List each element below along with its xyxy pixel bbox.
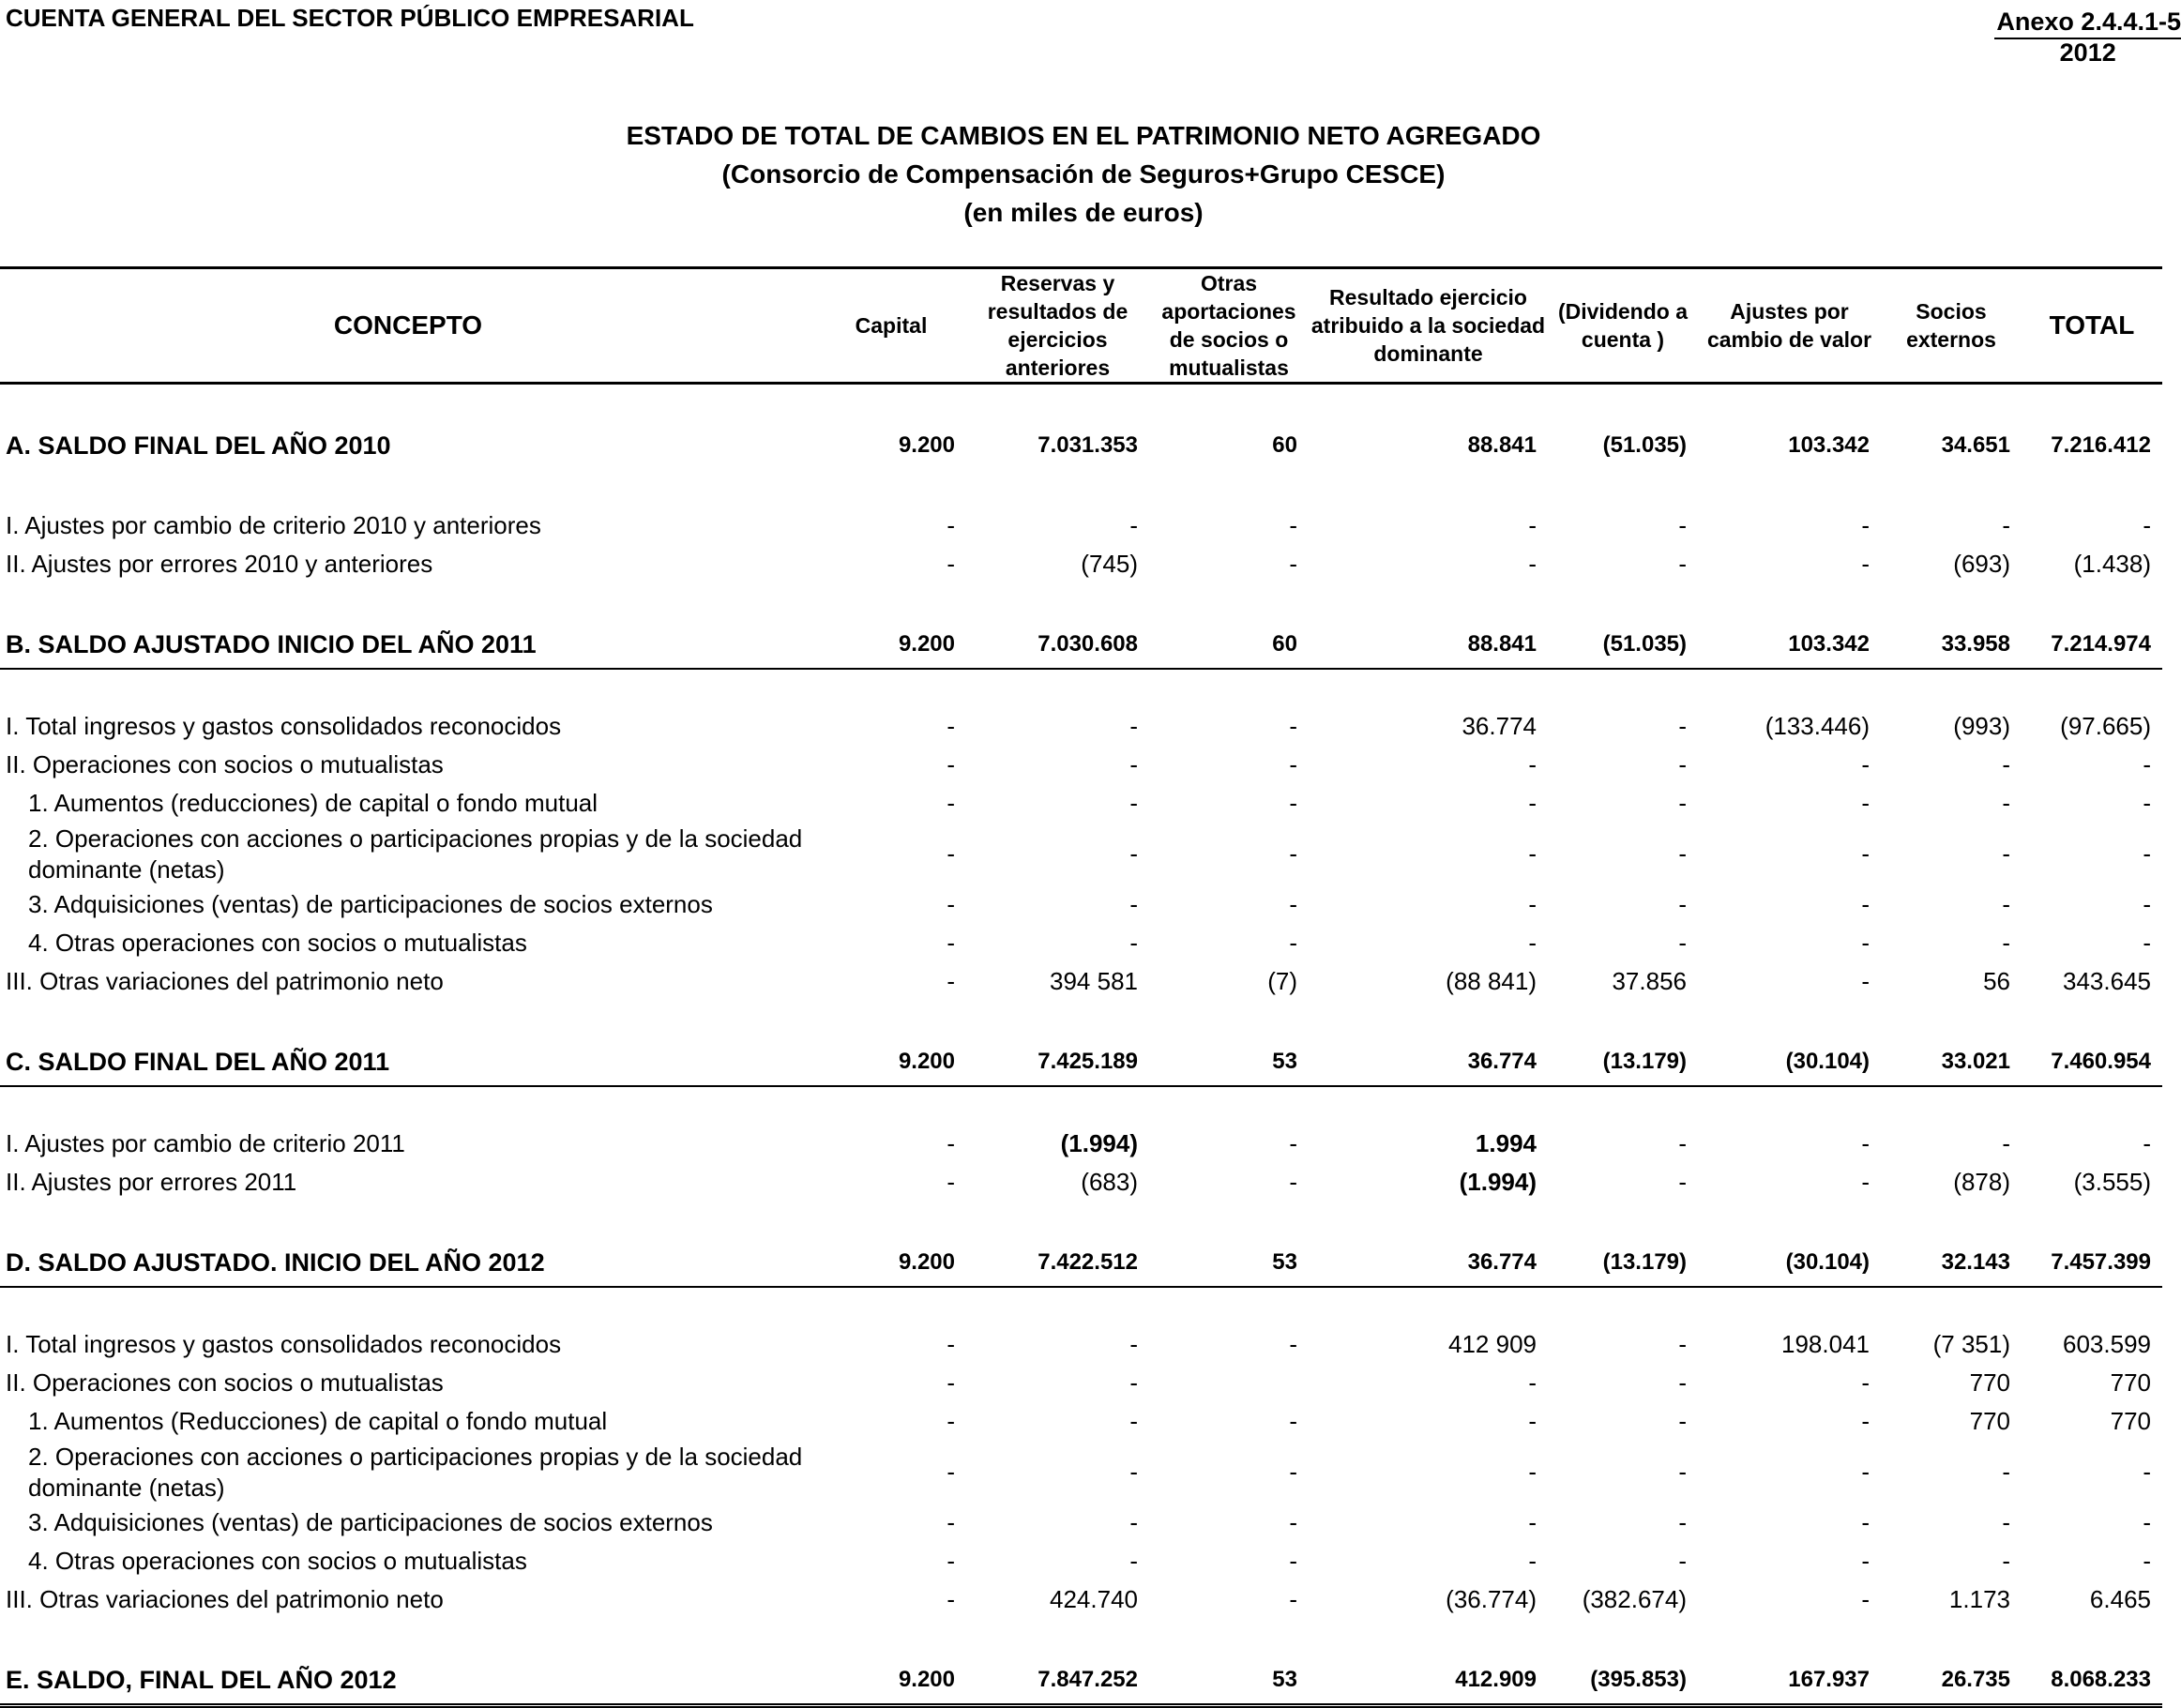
section-total-row	[0, 1038, 2162, 1086]
equity-changes-table	[0, 266, 2162, 1708]
cell-reservas: 394 581	[1050, 967, 1138, 995]
cell-otras-aportaciones: -	[1289, 789, 1297, 817]
table-row	[0, 1325, 2162, 1364]
col-header-concepto: CONCEPTO	[0, 268, 816, 384]
cell-otras-aportaciones: 60	[1272, 432, 1297, 458]
table-header-row	[0, 268, 2162, 384]
cell-resultado: -	[1528, 789, 1537, 817]
cell-socios: -	[2002, 890, 2010, 918]
cell-reservas: -	[1129, 1508, 1138, 1536]
cell-dividendo: (13.179)	[1548, 1239, 1698, 1287]
row-label: I. Total ingresos y gastos consolidados reconocidos	[6, 712, 562, 740]
cell-resultado: 412.909	[1309, 1656, 1548, 1706]
spacer-row	[0, 1287, 2162, 1325]
cell-socios: -	[2002, 1508, 2010, 1536]
cell-ajustes: (133.446)	[1764, 712, 1870, 740]
cell-otras-aportaciones: -	[1289, 1168, 1297, 1196]
cell-total: -	[2143, 929, 2151, 957]
row-label: II. Ajustes por errores 2011	[6, 1168, 297, 1196]
cell-otras-aportaciones: -	[1289, 839, 1297, 868]
cell-otras-aportaciones: -	[1289, 511, 1297, 539]
cell-dividendo: -	[1678, 1547, 1687, 1575]
cell-reservas: -	[1129, 712, 1138, 740]
cell-ajustes: -	[1861, 750, 1870, 778]
cell-total: -	[2143, 1458, 2151, 1486]
cell-otras-aportaciones: 53	[1149, 1239, 1309, 1287]
col-header-total: TOTAL	[2022, 268, 2162, 384]
table-row	[0, 1163, 2162, 1202]
table-row	[0, 545, 2162, 583]
cell-reservas: -	[1129, 1407, 1138, 1435]
cell-otras-aportaciones: -	[1289, 1458, 1297, 1486]
cell-otras-aportaciones: -	[1289, 1508, 1297, 1536]
cell-socios: 770	[1969, 1407, 2010, 1435]
cell-total: (97.665)	[2060, 712, 2151, 740]
row-label: II. Ajustes por errores 2010 y anteriores	[6, 550, 433, 578]
cell-otras-aportaciones: -	[1289, 1585, 1297, 1613]
cell-capital: -	[947, 1368, 955, 1397]
row-label: I. Total ingresos y gastos consolidados reconocidos	[6, 1330, 562, 1358]
col-header-otras-aportaciones: Otras aportaciones de socios o mutualistas	[1149, 268, 1309, 384]
cell-resultado: -	[1528, 929, 1537, 957]
col-header-capital: Capital	[816, 268, 966, 384]
row-label: 1. Aumentos (reducciones) de capital o fondo mutual	[28, 789, 598, 817]
cell-capital: -	[947, 890, 955, 918]
cell-ajustes: -	[1861, 929, 1870, 957]
cell-dividendo: -	[1678, 1168, 1687, 1196]
cell-capital: -	[947, 712, 955, 740]
cell-reservas: -	[1129, 890, 1138, 918]
cell-ajustes: 198.041	[1781, 1330, 1870, 1358]
cell-capital: -	[947, 1508, 955, 1536]
cell-otras-aportaciones: -	[1289, 1547, 1297, 1575]
spacer-cell	[0, 583, 2162, 621]
cell-reservas: 7.847.252	[966, 1656, 1149, 1706]
cell-otras-aportaciones: -	[1289, 550, 1297, 578]
cell-otras-aportaciones: -	[1289, 712, 1297, 740]
cell-capital: -	[947, 1458, 955, 1486]
cell-capital: -	[947, 511, 955, 539]
cell-socios: -	[2002, 929, 2010, 957]
cell-ajustes: 103.342	[1698, 621, 1881, 669]
cell-capital: -	[947, 1129, 955, 1157]
cell-ajustes: -	[1861, 1168, 1870, 1196]
cell-total: -	[2143, 789, 2151, 817]
cell-total: 770	[2110, 1368, 2151, 1397]
cell-socios: -	[2002, 789, 2010, 817]
col-header-ajustes: Ajustes por cambio de valor	[1698, 268, 1881, 384]
cell-socios: -	[2002, 1547, 2010, 1575]
cell-socios: (993)	[1953, 712, 2010, 740]
cell-dividendo: -	[1678, 1508, 1687, 1536]
cell-socios: 33.021	[1881, 1038, 2022, 1086]
cell-total: (3.555)	[2073, 1168, 2151, 1196]
row-label: A. SALDO FINAL DEL AÑO 2010	[6, 431, 391, 460]
annex-year: 2012	[2059, 38, 2116, 67]
cell-total: 7.214.974	[2022, 621, 2162, 669]
cell-ajustes: -	[1861, 1585, 1870, 1613]
cell-capital: 9.200	[816, 1038, 966, 1086]
table-row	[0, 506, 2162, 545]
col-header-socios: Socios externos	[1881, 268, 2022, 384]
cell-total: 343.645	[2063, 967, 2151, 995]
cell-resultado: 36.774	[1309, 1239, 1548, 1287]
cell-reservas: -	[1129, 1368, 1138, 1397]
cell-total: 770	[2110, 1407, 2151, 1435]
cell-total: -	[2143, 511, 2151, 539]
cell-ajustes: 167.937	[1698, 1656, 1881, 1706]
cell-resultado: -	[1528, 750, 1537, 778]
spacer-cell	[0, 1619, 2162, 1656]
statement-title: ESTADO DE TOTAL DE CAMBIOS EN EL PATRIMONIO NETO AGREGADO	[626, 121, 1541, 150]
row-label: 3. Adquisiciones (ventas) de participaciones de socios externos	[28, 1508, 713, 1536]
cell-dividendo: -	[1678, 511, 1687, 539]
cell-reservas: 7.030.608	[966, 621, 1149, 669]
cell-dividendo: (382.674)	[1582, 1585, 1687, 1613]
spacer-row	[0, 1086, 2162, 1125]
cell-socios: -	[2002, 839, 2010, 868]
row-label: E. SALDO, FINAL DEL AÑO 2012	[0, 1656, 816, 1706]
cell-resultado: 88.841	[1309, 621, 1548, 669]
cell-otras-aportaciones	[1149, 1364, 1309, 1402]
cell-dividendo: (51.035)	[1602, 432, 1687, 458]
spacer-row	[0, 384, 2162, 423]
table-row	[0, 1402, 2162, 1441]
cell-dividendo: -	[1678, 550, 1687, 578]
row-label: 2. Operaciones con acciones o participaciones propias y de la sociedad dominante (netas)	[28, 824, 803, 884]
cell-resultado: 412 909	[1448, 1330, 1537, 1358]
cell-reservas: -	[1129, 789, 1138, 817]
cell-capital: 9.200	[816, 621, 966, 669]
cell-reservas: -	[1129, 511, 1138, 539]
row-label: III. Otras variaciones del patrimonio neto	[6, 1585, 444, 1613]
cell-capital: -	[947, 929, 955, 957]
cell-reservas: (1.994)	[1060, 1129, 1138, 1157]
statement-titles	[0, 116, 2167, 232]
spacer-cell	[0, 1202, 2162, 1239]
cell-reservas: (745)	[1081, 550, 1138, 578]
cell-total: 7.457.399	[2022, 1239, 2162, 1287]
spacer-row	[0, 1619, 2162, 1656]
cell-capital: -	[947, 789, 955, 817]
statement-units: (en miles de euros)	[963, 198, 1204, 227]
row-label: D. SALDO AJUSTADO. INICIO DEL AÑO 2012	[0, 1239, 816, 1287]
cell-capital: -	[947, 1585, 955, 1613]
cell-total: 603.599	[2063, 1330, 2151, 1358]
spacer-cell	[0, 1287, 2162, 1325]
cell-resultado: -	[1528, 839, 1537, 868]
cell-total: -	[2143, 1547, 2151, 1575]
cell-capital: -	[947, 1330, 955, 1358]
spacer-cell	[0, 1086, 2162, 1125]
cell-socios: (7 351)	[1932, 1330, 2010, 1358]
spacer-row	[0, 1001, 2162, 1038]
cell-resultado: -	[1528, 1407, 1537, 1435]
cell-capital: -	[947, 1168, 955, 1196]
cell-resultado: -	[1528, 1458, 1537, 1486]
cell-resultado: (88 841)	[1446, 967, 1537, 995]
cell-reservas: (683)	[1081, 1168, 1138, 1196]
cell-capital: -	[947, 550, 955, 578]
cell-otras-aportaciones: 60	[1149, 621, 1309, 669]
table-row	[0, 962, 2162, 1001]
row-label: 4. Otras operaciones con socios o mutualistas	[28, 929, 527, 957]
cell-dividendo: -	[1678, 712, 1687, 740]
spacer-row	[0, 583, 2162, 621]
section-total-row	[0, 422, 2162, 469]
cell-socios: 1.173	[1948, 1585, 2010, 1613]
cell-capital: -	[947, 1547, 955, 1575]
table-row	[0, 1441, 2162, 1504]
cell-socios: (693)	[1953, 550, 2010, 578]
cell-total: -	[2143, 1508, 2151, 1536]
cell-capital: -	[947, 1407, 955, 1435]
annex-number: Anexo 2.4.4.1-5	[1994, 8, 2181, 39]
cell-resultado: -	[1528, 1508, 1537, 1536]
cell-resultado: -	[1528, 1368, 1537, 1397]
row-label: 3. Adquisiciones (ventas) de participaciones de socios externos	[28, 890, 713, 918]
table-row	[0, 707, 2162, 746]
row-label: C. SALDO FINAL DEL AÑO 2011	[0, 1038, 816, 1086]
cell-resultado: -	[1528, 1547, 1537, 1575]
row-label: III. Otras variaciones del patrimonio neto	[6, 967, 444, 995]
table-row	[0, 823, 2162, 885]
cell-socios: 33.958	[1881, 621, 2022, 669]
cell-resultado: (1.994)	[1459, 1168, 1537, 1196]
cell-total: 8.068.233	[2022, 1656, 2162, 1706]
cell-ajustes: -	[1861, 1547, 1870, 1575]
row-label: I. Ajustes por cambio de criterio 2010 y anteriores	[6, 511, 541, 539]
cell-resultado: -	[1528, 890, 1537, 918]
table-row	[0, 1364, 2162, 1402]
cell-total: -	[2143, 890, 2151, 918]
cell-dividendo: -	[1678, 839, 1687, 868]
cell-ajustes: -	[1861, 1129, 1870, 1157]
cell-reservas: 7.422.512	[966, 1239, 1149, 1287]
cell-dividendo: -	[1678, 789, 1687, 817]
cell-reservas: -	[1129, 929, 1138, 957]
cell-otras-aportaciones: -	[1289, 1330, 1297, 1358]
cell-dividendo: -	[1678, 1368, 1687, 1397]
row-label: I. Ajustes por cambio de criterio 2011	[6, 1129, 405, 1157]
cell-capital: 9.200	[898, 432, 955, 458]
table-row	[0, 924, 2162, 962]
cell-ajustes: -	[1861, 1508, 1870, 1536]
cell-ajustes: (30.104)	[1698, 1038, 1881, 1086]
cell-dividendo: (51.035)	[1548, 621, 1698, 669]
cell-dividendo: -	[1678, 1129, 1687, 1157]
table-row	[0, 784, 2162, 823]
cell-resultado: 36.774	[1462, 712, 1537, 740]
cell-total: -	[2143, 750, 2151, 778]
spacer-row	[0, 669, 2162, 707]
cell-socios: 26.735	[1881, 1656, 2022, 1706]
cell-capital: 9.200	[816, 1239, 966, 1287]
cell-socios: -	[2002, 1129, 2010, 1157]
cell-dividendo: -	[1678, 750, 1687, 778]
cell-dividendo: -	[1678, 1407, 1687, 1435]
cell-dividendo: 37.856	[1612, 967, 1687, 995]
cell-total: 6.465	[2089, 1585, 2151, 1613]
spacer-row	[0, 469, 2162, 506]
table-row	[0, 1542, 2162, 1580]
table-body	[0, 384, 2162, 1706]
cell-otras-aportaciones: 53	[1149, 1656, 1309, 1706]
row-label: 4. Otras operaciones con socios o mutualistas	[28, 1547, 527, 1575]
cell-resultado: (36.774)	[1446, 1585, 1537, 1613]
cell-socios: 770	[1969, 1368, 2010, 1397]
cell-socios: (878)	[1953, 1168, 2010, 1196]
annex-block	[1994, 8, 2181, 68]
cell-socios: 32.143	[1881, 1239, 2022, 1287]
spacer-cell	[0, 1001, 2162, 1038]
cell-otras-aportaciones: -	[1289, 750, 1297, 778]
table-row	[0, 1504, 2162, 1542]
cell-reservas: -	[1129, 1458, 1138, 1486]
cell-dividendo: -	[1678, 890, 1687, 918]
cell-reservas: 7.031.353	[1037, 432, 1138, 458]
cell-capital: -	[947, 839, 955, 868]
cell-resultado: -	[1528, 511, 1537, 539]
cell-socios: -	[2002, 511, 2010, 539]
cell-ajustes: -	[1861, 967, 1870, 995]
table-row	[0, 1125, 2162, 1163]
cell-otras-aportaciones: -	[1289, 890, 1297, 918]
row-label: II. Operaciones con socios o mutualistas	[6, 750, 444, 778]
table-row	[0, 746, 2162, 784]
cell-reservas: 424.740	[1050, 1585, 1138, 1613]
row-label: 2. Operaciones con acciones o participaciones propias y de la sociedad dominante (netas)	[28, 1442, 803, 1502]
cell-socios: 34.651	[1941, 432, 2010, 458]
row-label: B. SALDO AJUSTADO INICIO DEL AÑO 2011	[0, 621, 816, 669]
cell-resultado: 88.841	[1467, 432, 1537, 458]
cell-total: -	[2143, 1129, 2151, 1157]
cell-socios: 56	[1983, 967, 2010, 995]
col-header-reservas: Reservas y resultados de ejercicios anteriores	[966, 268, 1149, 384]
cell-reservas: -	[1129, 1547, 1138, 1575]
cell-socios: -	[2002, 750, 2010, 778]
cell-ajustes: -	[1861, 1368, 1870, 1397]
spacer-row	[0, 1202, 2162, 1239]
spacer-cell	[0, 469, 2162, 506]
cell-capital: -	[947, 967, 955, 995]
spacer-cell	[0, 669, 2162, 707]
cell-otras-aportaciones: -	[1289, 1129, 1297, 1157]
cell-otras-aportaciones: 53	[1149, 1038, 1309, 1086]
cell-ajustes: (30.104)	[1698, 1239, 1881, 1287]
cell-capital: 9.200	[816, 1656, 966, 1706]
cell-dividendo: -	[1678, 1458, 1687, 1486]
cell-capital: -	[947, 750, 955, 778]
col-header-dividendo: (Dividendo a cuenta )	[1548, 268, 1698, 384]
cell-socios: -	[2002, 1458, 2010, 1486]
cell-resultado: 36.774	[1309, 1038, 1548, 1086]
cell-total: (1.438)	[2073, 550, 2151, 578]
cell-reservas: -	[1129, 1330, 1138, 1358]
cell-otras-aportaciones: -	[1289, 1407, 1297, 1435]
cell-otras-aportaciones: (7)	[1267, 967, 1297, 995]
cell-ajustes: -	[1861, 839, 1870, 868]
cell-total: 7.216.412	[2051, 432, 2151, 458]
cell-otras-aportaciones: -	[1289, 929, 1297, 957]
cell-ajustes: -	[1861, 1407, 1870, 1435]
table-row	[0, 1580, 2162, 1619]
cell-reservas: -	[1129, 839, 1138, 868]
cell-resultado: 1.994	[1475, 1129, 1537, 1157]
cell-ajustes: -	[1861, 789, 1870, 817]
cell-ajustes: -	[1861, 550, 1870, 578]
row-label: II. Operaciones con socios o mutualistas	[6, 1368, 444, 1397]
cell-dividendo: -	[1678, 1330, 1687, 1358]
cell-ajustes: -	[1861, 890, 1870, 918]
cell-resultado: -	[1528, 550, 1537, 578]
section-total-row	[0, 1239, 2162, 1287]
cell-dividendo: (395.853)	[1548, 1656, 1698, 1706]
cell-ajustes: 103.342	[1788, 432, 1870, 458]
cell-total: 7.460.954	[2022, 1038, 2162, 1086]
cell-dividendo: -	[1678, 929, 1687, 957]
statement-subtitle: (Consorcio de Compensación de Seguros+Grupo CESCE)	[721, 159, 1446, 189]
cell-reservas: -	[1129, 750, 1138, 778]
report-title: CUENTA GENERAL DEL SECTOR PÚBLICO EMPRESARIAL	[6, 4, 694, 32]
cell-dividendo: (13.179)	[1548, 1038, 1698, 1086]
cell-ajustes: -	[1861, 511, 1870, 539]
row-label: 1. Aumentos (Reducciones) de capital o fondo mutual	[28, 1407, 608, 1435]
spacer-cell	[0, 384, 2162, 423]
section-total-row	[0, 1656, 2162, 1706]
table-row	[0, 885, 2162, 924]
cell-total: -	[2143, 839, 2151, 868]
cell-ajustes: -	[1861, 1458, 1870, 1486]
cell-reservas: 7.425.189	[966, 1038, 1149, 1086]
col-header-resultado: Resultado ejercicio atribuido a la sociedad dominante	[1309, 268, 1548, 384]
section-total-row	[0, 621, 2162, 669]
